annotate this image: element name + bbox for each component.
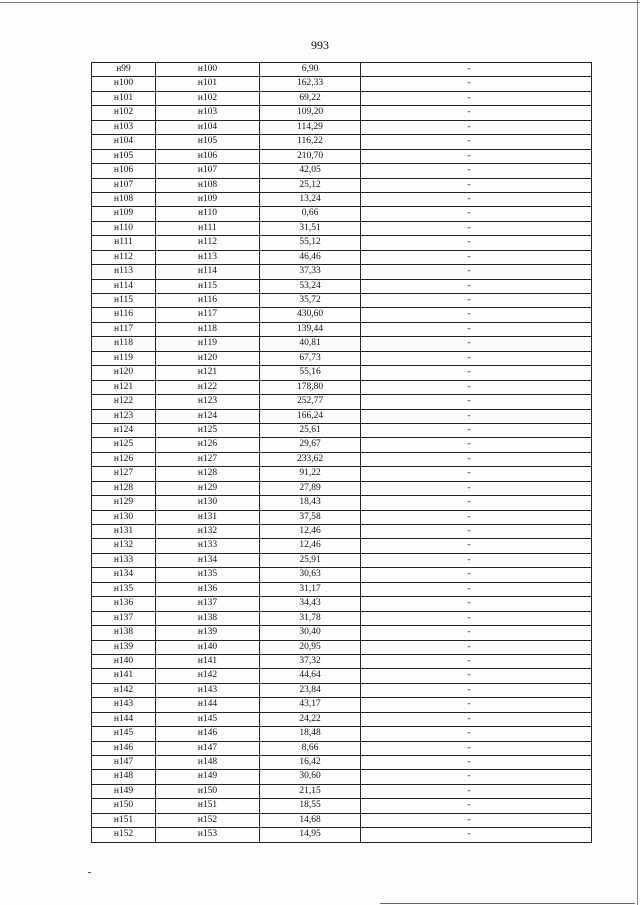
- note-cell: -: [361, 553, 592, 567]
- point-from-cell: н110: [92, 221, 156, 235]
- table-row: [92, 712, 592, 726]
- table-row: [92, 91, 592, 105]
- length-cell: 46,46: [260, 250, 361, 264]
- point-to-cell: н150: [156, 784, 260, 798]
- point-to-cell: н120: [156, 351, 260, 365]
- point-to-cell: н112: [156, 236, 260, 250]
- length-cell: 55,12: [260, 236, 361, 250]
- point-to-cell: н111: [156, 221, 260, 235]
- length-cell: 18,43: [260, 496, 361, 510]
- note-cell: -: [361, 712, 592, 726]
- table-row: [92, 539, 592, 553]
- point-from-cell: н133: [92, 553, 156, 567]
- point-from-cell: н147: [92, 756, 156, 770]
- point-from-cell: н114: [92, 279, 156, 293]
- point-from-cell: н102: [92, 106, 156, 120]
- point-from-cell: н113: [92, 265, 156, 279]
- note-cell: -: [361, 250, 592, 264]
- length-cell: 8,66: [260, 741, 361, 755]
- length-cell: 67,73: [260, 351, 361, 365]
- note-cell: -: [361, 135, 592, 149]
- note-cell: -: [361, 741, 592, 755]
- point-from-cell: н135: [92, 582, 156, 596]
- length-cell: 18,48: [260, 727, 361, 741]
- table-row: [92, 164, 592, 178]
- table-row: [92, 640, 592, 654]
- point-to-cell: н109: [156, 192, 260, 206]
- length-cell: 69,22: [260, 91, 361, 105]
- length-cell: 35,72: [260, 294, 361, 308]
- point-to-cell: н129: [156, 481, 260, 495]
- point-from-cell: н130: [92, 510, 156, 524]
- table-row: [92, 294, 592, 308]
- length-cell: 16,42: [260, 756, 361, 770]
- length-cell: 44,64: [260, 669, 361, 683]
- note-cell: -: [361, 265, 592, 279]
- point-to-cell: н152: [156, 813, 260, 827]
- table-row: [92, 192, 592, 206]
- point-from-cell: н101: [92, 91, 156, 105]
- point-from-cell: н140: [92, 654, 156, 668]
- point-to-cell: н105: [156, 135, 260, 149]
- point-to-cell: н144: [156, 698, 260, 712]
- point-from-cell: н149: [92, 784, 156, 798]
- point-to-cell: н127: [156, 452, 260, 466]
- note-cell: -: [361, 828, 592, 842]
- point-from-cell: н126: [92, 452, 156, 466]
- table-row: [92, 308, 592, 322]
- point-to-cell: н140: [156, 640, 260, 654]
- length-cell: 31,78: [260, 611, 361, 625]
- table-row: [92, 828, 592, 842]
- length-cell: 42,05: [260, 164, 361, 178]
- point-from-cell: н134: [92, 568, 156, 582]
- table-row: [92, 510, 592, 524]
- note-cell: -: [361, 308, 592, 322]
- point-from-cell: н146: [92, 741, 156, 755]
- table-row: [92, 452, 592, 466]
- table-row: [92, 582, 592, 596]
- note-cell: -: [361, 452, 592, 466]
- length-cell: 14,68: [260, 813, 361, 827]
- point-to-cell: н101: [156, 77, 260, 91]
- point-from-cell: н151: [92, 813, 156, 827]
- length-cell: 20,95: [260, 640, 361, 654]
- table-row: [92, 366, 592, 380]
- point-to-cell: н119: [156, 337, 260, 351]
- point-from-cell: н129: [92, 496, 156, 510]
- length-cell: 53,24: [260, 279, 361, 293]
- table-row: [92, 236, 592, 250]
- note-cell: -: [361, 597, 592, 611]
- point-to-cell: н147: [156, 741, 260, 755]
- length-cell: 30,63: [260, 568, 361, 582]
- table-row: [92, 654, 592, 668]
- note-cell: -: [361, 799, 592, 813]
- note-cell: -: [361, 221, 592, 235]
- table-row: [92, 626, 592, 640]
- point-to-cell: н145: [156, 712, 260, 726]
- table-row: [92, 380, 592, 394]
- table-row: [92, 683, 592, 697]
- note-cell: -: [361, 481, 592, 495]
- point-to-cell: н130: [156, 496, 260, 510]
- scan-edge-right: [637, 0, 638, 905]
- length-cell: 24,22: [260, 712, 361, 726]
- point-to-cell: н137: [156, 597, 260, 611]
- point-to-cell: н151: [156, 799, 260, 813]
- point-to-cell: н133: [156, 539, 260, 553]
- note-cell: -: [361, 178, 592, 192]
- length-cell: 12,46: [260, 539, 361, 553]
- note-cell: -: [361, 236, 592, 250]
- point-from-cell: н99: [92, 63, 156, 77]
- note-cell: -: [361, 525, 592, 539]
- point-to-cell: н126: [156, 438, 260, 452]
- point-to-cell: н123: [156, 395, 260, 409]
- point-to-cell: н124: [156, 409, 260, 423]
- table-row: [92, 221, 592, 235]
- length-cell: 109,20: [260, 106, 361, 120]
- point-from-cell: н142: [92, 683, 156, 697]
- note-cell: -: [361, 510, 592, 524]
- length-cell: 114,29: [260, 120, 361, 134]
- point-to-cell: н110: [156, 207, 260, 221]
- note-cell: -: [361, 756, 592, 770]
- note-cell: -: [361, 409, 592, 423]
- note-cell: -: [361, 366, 592, 380]
- length-cell: 31,51: [260, 221, 361, 235]
- point-from-cell: н103: [92, 120, 156, 134]
- length-cell: 43,17: [260, 698, 361, 712]
- page-number: 993: [311, 38, 329, 52]
- point-to-cell: н114: [156, 265, 260, 279]
- point-from-cell: н138: [92, 626, 156, 640]
- point-from-cell: н108: [92, 192, 156, 206]
- point-to-cell: н116: [156, 294, 260, 308]
- point-to-cell: н118: [156, 322, 260, 336]
- table-row: [92, 496, 592, 510]
- note-cell: -: [361, 683, 592, 697]
- point-from-cell: н112: [92, 250, 156, 264]
- length-cell: 210,70: [260, 149, 361, 163]
- point-from-cell: н136: [92, 597, 156, 611]
- table-row: [92, 741, 592, 755]
- table-row: [92, 351, 592, 365]
- point-from-cell: н119: [92, 351, 156, 365]
- length-cell: 40,81: [260, 337, 361, 351]
- table-row: [92, 568, 592, 582]
- point-from-cell: н116: [92, 308, 156, 322]
- table-row: [92, 799, 592, 813]
- point-to-cell: н131: [156, 510, 260, 524]
- point-from-cell: н107: [92, 178, 156, 192]
- note-cell: -: [361, 438, 592, 452]
- length-cell: 116,22: [260, 135, 361, 149]
- point-from-cell: н120: [92, 366, 156, 380]
- length-cell: 31,17: [260, 582, 361, 596]
- point-to-cell: н149: [156, 770, 260, 784]
- point-to-cell: н117: [156, 308, 260, 322]
- note-cell: -: [361, 337, 592, 351]
- table-row: [92, 813, 592, 827]
- length-cell: 27,89: [260, 481, 361, 495]
- note-cell: -: [361, 784, 592, 798]
- note-cell: -: [361, 91, 592, 105]
- point-to-cell: н106: [156, 149, 260, 163]
- table-row: [92, 467, 592, 481]
- table-row: [92, 481, 592, 495]
- table-row: [92, 698, 592, 712]
- length-cell: 6,90: [260, 63, 361, 77]
- length-cell: 25,12: [260, 178, 361, 192]
- point-from-cell: н104: [92, 135, 156, 149]
- note-cell: -: [361, 149, 592, 163]
- point-to-cell: н146: [156, 727, 260, 741]
- point-from-cell: н139: [92, 640, 156, 654]
- note-cell: -: [361, 539, 592, 553]
- point-to-cell: н128: [156, 467, 260, 481]
- point-to-cell: н143: [156, 683, 260, 697]
- length-cell: 29,67: [260, 438, 361, 452]
- point-to-cell: н141: [156, 654, 260, 668]
- length-cell: 252,77: [260, 395, 361, 409]
- point-to-cell: н153: [156, 828, 260, 842]
- scan-edge-top: [0, 2, 640, 3]
- table-row: [92, 770, 592, 784]
- note-cell: -: [361, 279, 592, 293]
- point-to-cell: н142: [156, 669, 260, 683]
- scan-speck: [88, 872, 91, 873]
- length-cell: 233,62: [260, 452, 361, 466]
- table-row: [92, 784, 592, 798]
- length-cell: 0,66: [260, 207, 361, 221]
- point-from-cell: н152: [92, 828, 156, 842]
- table-row: [92, 611, 592, 625]
- length-cell: 55,16: [260, 366, 361, 380]
- point-to-cell: н138: [156, 611, 260, 625]
- table-row: [92, 149, 592, 163]
- note-cell: -: [361, 669, 592, 683]
- note-cell: -: [361, 640, 592, 654]
- table-row: [92, 669, 592, 683]
- table-row: [92, 135, 592, 149]
- point-from-cell: н137: [92, 611, 156, 625]
- note-cell: -: [361, 192, 592, 206]
- note-cell: -: [361, 770, 592, 784]
- point-from-cell: н100: [92, 77, 156, 91]
- length-cell: 139,44: [260, 322, 361, 336]
- table-row: [92, 77, 592, 91]
- point-from-cell: н124: [92, 423, 156, 437]
- note-cell: -: [361, 322, 592, 336]
- table-row: [92, 250, 592, 264]
- table-row: [92, 395, 592, 409]
- table-row: [92, 178, 592, 192]
- note-cell: -: [361, 467, 592, 481]
- point-from-cell: н117: [92, 322, 156, 336]
- note-cell: -: [361, 63, 592, 77]
- length-cell: 37,58: [260, 510, 361, 524]
- note-cell: -: [361, 164, 592, 178]
- point-to-cell: н134: [156, 553, 260, 567]
- point-from-cell: н109: [92, 207, 156, 221]
- note-cell: -: [361, 120, 592, 134]
- note-cell: -: [361, 654, 592, 668]
- length-cell: 37,32: [260, 654, 361, 668]
- table-row: [92, 756, 592, 770]
- note-cell: -: [361, 380, 592, 394]
- point-from-cell: н132: [92, 539, 156, 553]
- point-to-cell: н121: [156, 366, 260, 380]
- length-cell: 21,15: [260, 784, 361, 798]
- note-cell: -: [361, 496, 592, 510]
- table-row: [92, 525, 592, 539]
- point-to-cell: н135: [156, 568, 260, 582]
- table-row: [92, 409, 592, 423]
- note-cell: -: [361, 77, 592, 91]
- length-cell: 14,95: [260, 828, 361, 842]
- point-from-cell: н118: [92, 337, 156, 351]
- table-row: [92, 106, 592, 120]
- point-to-cell: н122: [156, 380, 260, 394]
- point-from-cell: н115: [92, 294, 156, 308]
- point-from-cell: н141: [92, 669, 156, 683]
- point-to-cell: н148: [156, 756, 260, 770]
- point-to-cell: н113: [156, 250, 260, 264]
- point-from-cell: н123: [92, 409, 156, 423]
- table-row: [92, 120, 592, 134]
- point-from-cell: н125: [92, 438, 156, 452]
- point-from-cell: н128: [92, 481, 156, 495]
- table-row: [92, 597, 592, 611]
- note-cell: -: [361, 582, 592, 596]
- point-to-cell: н136: [156, 582, 260, 596]
- point-from-cell: н111: [92, 236, 156, 250]
- length-cell: 430,60: [260, 308, 361, 322]
- note-cell: -: [361, 611, 592, 625]
- point-from-cell: н148: [92, 770, 156, 784]
- point-to-cell: н107: [156, 164, 260, 178]
- note-cell: -: [361, 813, 592, 827]
- point-from-cell: н106: [92, 164, 156, 178]
- table-row: [92, 727, 592, 741]
- table-row: [92, 423, 592, 437]
- point-to-cell: н102: [156, 91, 260, 105]
- length-cell: 162,33: [260, 77, 361, 91]
- table-row: [92, 63, 592, 77]
- length-cell: 25,61: [260, 423, 361, 437]
- length-cell: 25,91: [260, 553, 361, 567]
- table-row: [92, 207, 592, 221]
- scan-edge-bottom: [380, 903, 635, 904]
- note-cell: -: [361, 423, 592, 437]
- length-cell: 13,24: [260, 192, 361, 206]
- boundary-segments-table: [91, 62, 592, 843]
- note-cell: -: [361, 395, 592, 409]
- point-from-cell: н144: [92, 712, 156, 726]
- length-cell: 91,22: [260, 467, 361, 481]
- point-from-cell: н150: [92, 799, 156, 813]
- length-cell: 34,43: [260, 597, 361, 611]
- length-cell: 37,33: [260, 265, 361, 279]
- note-cell: -: [361, 106, 592, 120]
- note-cell: -: [361, 207, 592, 221]
- note-cell: -: [361, 351, 592, 365]
- table-body: [92, 63, 592, 843]
- note-cell: -: [361, 626, 592, 640]
- table-row: [92, 553, 592, 567]
- point-to-cell: н108: [156, 178, 260, 192]
- length-cell: 12,46: [260, 525, 361, 539]
- point-from-cell: н121: [92, 380, 156, 394]
- point-from-cell: н131: [92, 525, 156, 539]
- length-cell: 23,84: [260, 683, 361, 697]
- point-from-cell: н105: [92, 149, 156, 163]
- point-to-cell: н104: [156, 120, 260, 134]
- length-cell: 30,60: [260, 770, 361, 784]
- length-cell: 178,80: [260, 380, 361, 394]
- table-row: [92, 265, 592, 279]
- note-cell: -: [361, 698, 592, 712]
- point-from-cell: н145: [92, 727, 156, 741]
- table-row: [92, 322, 592, 336]
- point-to-cell: н132: [156, 525, 260, 539]
- note-cell: -: [361, 294, 592, 308]
- table-row: [92, 337, 592, 351]
- length-cell: 18,55: [260, 799, 361, 813]
- point-from-cell: н127: [92, 467, 156, 481]
- length-cell: 30,40: [260, 626, 361, 640]
- point-to-cell: н100: [156, 63, 260, 77]
- table-row: [92, 279, 592, 293]
- point-to-cell: н139: [156, 626, 260, 640]
- point-to-cell: н115: [156, 279, 260, 293]
- note-cell: -: [361, 727, 592, 741]
- point-to-cell: н125: [156, 423, 260, 437]
- point-to-cell: н103: [156, 106, 260, 120]
- note-cell: -: [361, 568, 592, 582]
- length-cell: 166,24: [260, 409, 361, 423]
- point-from-cell: н122: [92, 395, 156, 409]
- point-from-cell: н143: [92, 698, 156, 712]
- table-row: [92, 438, 592, 452]
